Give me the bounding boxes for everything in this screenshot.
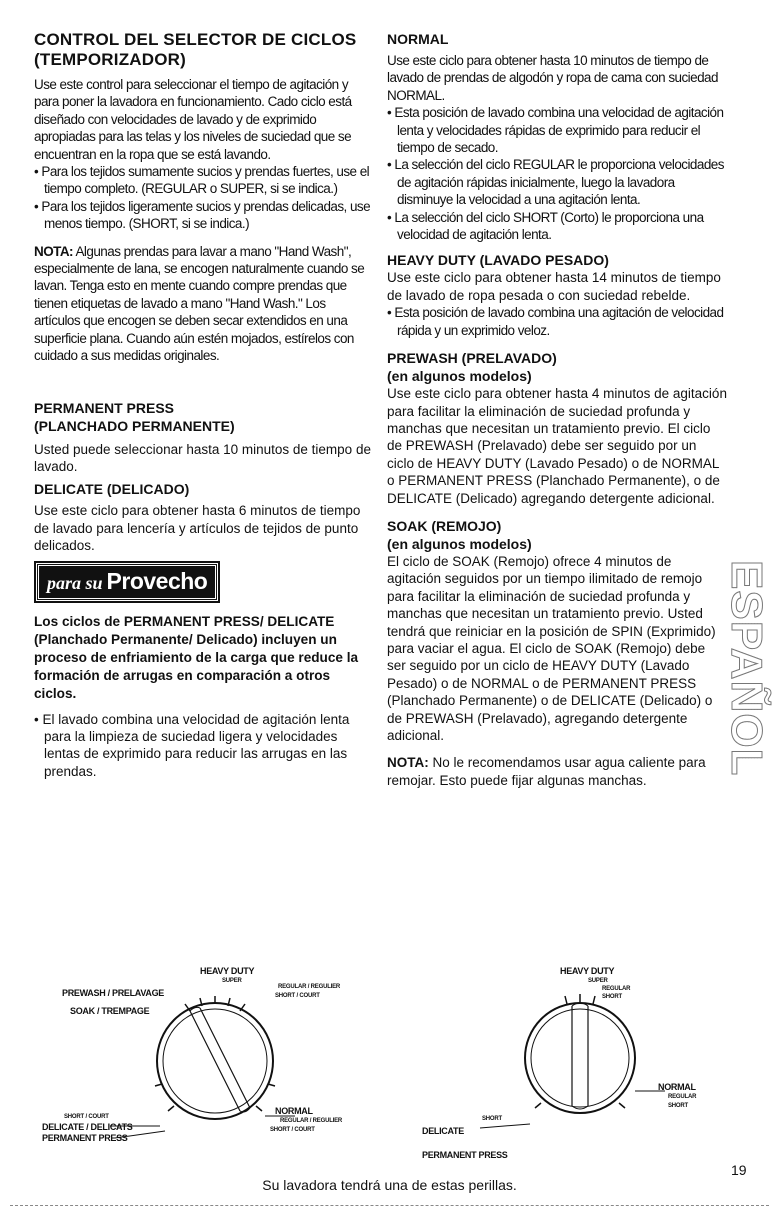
dial-2-knob-icon <box>420 966 720 1166</box>
dial-2-delicate-label: DELICATE <box>422 1126 464 1136</box>
right-column <box>387 30 727 789</box>
soak-text: El ciclo de SOAK (Remojo) ofrece 4 minutos de agitación seguidos por un tiempo ilimitado de remojo para facilitar la eliminación de suciedad profunda y manchas que necesitan un tratamiento previo. Usted tendrá que reiniciar en la posición de SPIN (Exprimido) para vaciar el agua. El ciclo de SOAK (Remojo) debe ser seguido por un ciclo de HEAVY DUTY (Lavado Pesado) o de NORMAL o de PERMANENT PRESS (Planchado Permanente) o de DELICATE (Delicado) o de PREWASH (Prelavado), agregando detergente adicional. <box>387 553 716 743</box>
tip-bullet: • El lavado combina una velocidad de agitación lenta para la limpieza de suciedad ligera y velocidades lentas de exprimido para reducir las arrugas en las prendas. <box>34 711 350 779</box>
normal-bullet-2: • La selección del ciclo REGULAR le proporciona velocidades de agitación rápidas inicialmente, luego la lavadora disminuye la velocidad a una agitación lenta. <box>387 157 724 208</box>
prewash-text: Use este ciclo para obtener hasta 4 minutos de agitación para facilitar la eliminación de suciedad profunda y manchas que necesitan un tratamiento previo. El ciclo de PREWASH (Prelavado) debe ser seguido por un ciclo de HEAVY DUTY (Lavado Pesado) o de NORMAL o PERMANENT PRESS (Planchado Permanente), o de DELICATE (Delicado) agregando detergente adicional. <box>387 386 727 506</box>
title-line-1: CONTROL DEL SELECTOR DE CICLOS <box>34 30 357 49</box>
normal-bullet-1: • Esta posición de lavado combina una velocidad de agitación lenta y velocidades rápidas de exprimido para reducir el tiempo de secado. <box>387 105 724 156</box>
dial-2-perm-press-label: PERMANENT PRESS <box>422 1150 508 1160</box>
dial-1-super-label: SUPER <box>222 978 242 984</box>
page-number: 19 <box>731 1162 747 1178</box>
dial-2-heavy-duty-label: HEAVY DUTY <box>560 966 615 976</box>
dial-1-regular2-label: REGULAR / REGULIER <box>280 1118 343 1124</box>
delicate-title: DELICATE (DELICADO) <box>34 481 190 498</box>
dial-1-delicate-label: DELICATE / DELICATS <box>42 1122 133 1132</box>
dial-2-short-label: SHORT <box>602 994 623 1000</box>
dial-1-regular-label: REGULAR / REGULIER <box>278 984 341 990</box>
intro-bullet-1: • Para los tejidos sumamente sucios y prendas fuertes, use el tiempo completo. (REGULAR o SUPER, si se indica.) <box>34 164 370 197</box>
perm-title-1: PERMANENT PRESS <box>34 399 175 416</box>
note-text: Algunas prendas para lavar a mano "Hand Wash", especialmente de lana, se encogen naturalmente cuando se lavan. Tenga esto en mente cuando compre prendas que tienen etiquetas de lavado a mano "Hand Wash." Los artículos que encogen se deben secar extendidos en una superficie plana. Cuando aún estén mojados, estírelos con cuidado a sus medidas originales. <box>34 243 365 364</box>
heavy-duty-bullet: • Esta posición de lavado combina una agitación de velocidad rápida y un exprimido veloz. <box>387 305 724 338</box>
left-column <box>34 30 372 780</box>
heavy-duty-text: Use este ciclo para obtener hasta 14 minutos de tiempo de lavado de ropa pesada o con suciedad rebelde. <box>387 270 721 303</box>
dial-1-short-top-label: SHORT / COURT <box>275 993 320 999</box>
dial-2-regular2-label: REGULAR <box>668 1094 697 1100</box>
dial-1-short-left-label: SHORT / COURT <box>64 1114 109 1120</box>
language-side-tab <box>722 560 777 777</box>
title-line-2: (TEMPORIZADOR) <box>34 50 187 69</box>
permanent-press-title <box>34 399 372 435</box>
soak-subtitle: (en algunos modelos) <box>387 535 532 552</box>
soak-title: SOAK (REMOJO) <box>387 517 502 534</box>
normal-title: NORMAL <box>387 31 449 47</box>
tip-paragraph: Los ciclos de PERMANENT PRESS/ DELICATE (Planchado Permanente/ Delicado) incluyen un proceso de enfriamiento de la carga que reduce la formación de arrugas en comparación a otros ciclos. <box>34 613 359 701</box>
badge-part-1: para su <box>47 572 103 593</box>
prewash-title: PREWASH (PRELAVADO) <box>387 350 557 367</box>
normal-text: Use este ciclo para obtener hasta 10 minutos de tiempo de lavado de prendas de algodón y ropa de cama con suciedad NORMAL. <box>387 53 718 103</box>
soak-note <box>387 754 727 789</box>
dial-2-regular-label: REGULAR <box>602 986 631 992</box>
intro-bullet-2: • Para los tejidos ligeramente sucios y prendas delicadas, use menos tiempo. (SHORT, si se indica.) <box>34 198 371 232</box>
dial-2-super-label: SUPER <box>588 978 608 984</box>
dial-1-soak-label: SOAK / TREMPAGE <box>70 1006 150 1016</box>
side-tab-label: ESPAÑOL <box>722 560 771 777</box>
normal-bullet-3: • La selección del ciclo SHORT (Corto) le proporciona una velocidad de agitación lenta. <box>387 209 704 243</box>
dial-1-perm-press-label: PERMANENT PRESS <box>42 1133 128 1143</box>
hand-wash-note <box>34 243 372 365</box>
dial-1-prewash-label: PREWASH / PRELAVAGE <box>62 988 164 998</box>
prewash-subtitle: (en algunos modelos) <box>387 368 532 385</box>
dial-1-heavy-duty-label: HEAVY DUTY <box>200 966 255 976</box>
badge-part-2: Provecho <box>106 567 208 594</box>
dial-1 <box>40 966 370 1166</box>
cycle-selector-title <box>34 30 372 70</box>
heavy-duty-title: HEAVY DUTY (LAVADO PESADO) <box>387 252 609 269</box>
soak-note-text: No le recomendamos usar agua caliente para remojar. Esto puede fijar algunas manchas. <box>387 755 706 788</box>
bottom-rule <box>10 1205 769 1206</box>
soak-note-label: NOTA: <box>387 755 429 771</box>
dial-1-normal-label: NORMAL <box>275 1106 313 1116</box>
note-label: NOTA: <box>34 243 73 259</box>
intro-paragraph: Use este control para seleccionar el tiempo de agitación y para poner la lavadora en funcionamiento. Cado ciclo está diseñado con velocidades de lavado y de exprimido apropiadas para las telas y los niveles de suciedad que se encuentran en la ropa que se está lavando. <box>34 77 352 162</box>
dial-2-normal-label: NORMAL <box>658 1082 696 1092</box>
dial-2-short2-label: SHORT <box>668 1103 689 1109</box>
dial-2 <box>420 966 720 1166</box>
delicate-text: Use este ciclo para obtener hasta 6 minutos de tiempo de lavado para lencería y artículos de tejidos de punto delicados. <box>34 503 361 554</box>
perm-title-2: (PLANCHADO PERMANENTE) <box>34 417 235 434</box>
dial-caption: Su lavadora tendrá una de estas perillas. <box>262 1177 517 1193</box>
dial-2-short3-label: SHORT <box>482 1116 503 1122</box>
permanent-press-text: Usted puede seleccionar hasta 10 minutos de tiempo de lavado. <box>34 441 371 474</box>
dial-1-short-bottom-label: SHORT / COURT <box>270 1127 315 1133</box>
para-su-provecho-badge <box>36 563 218 601</box>
